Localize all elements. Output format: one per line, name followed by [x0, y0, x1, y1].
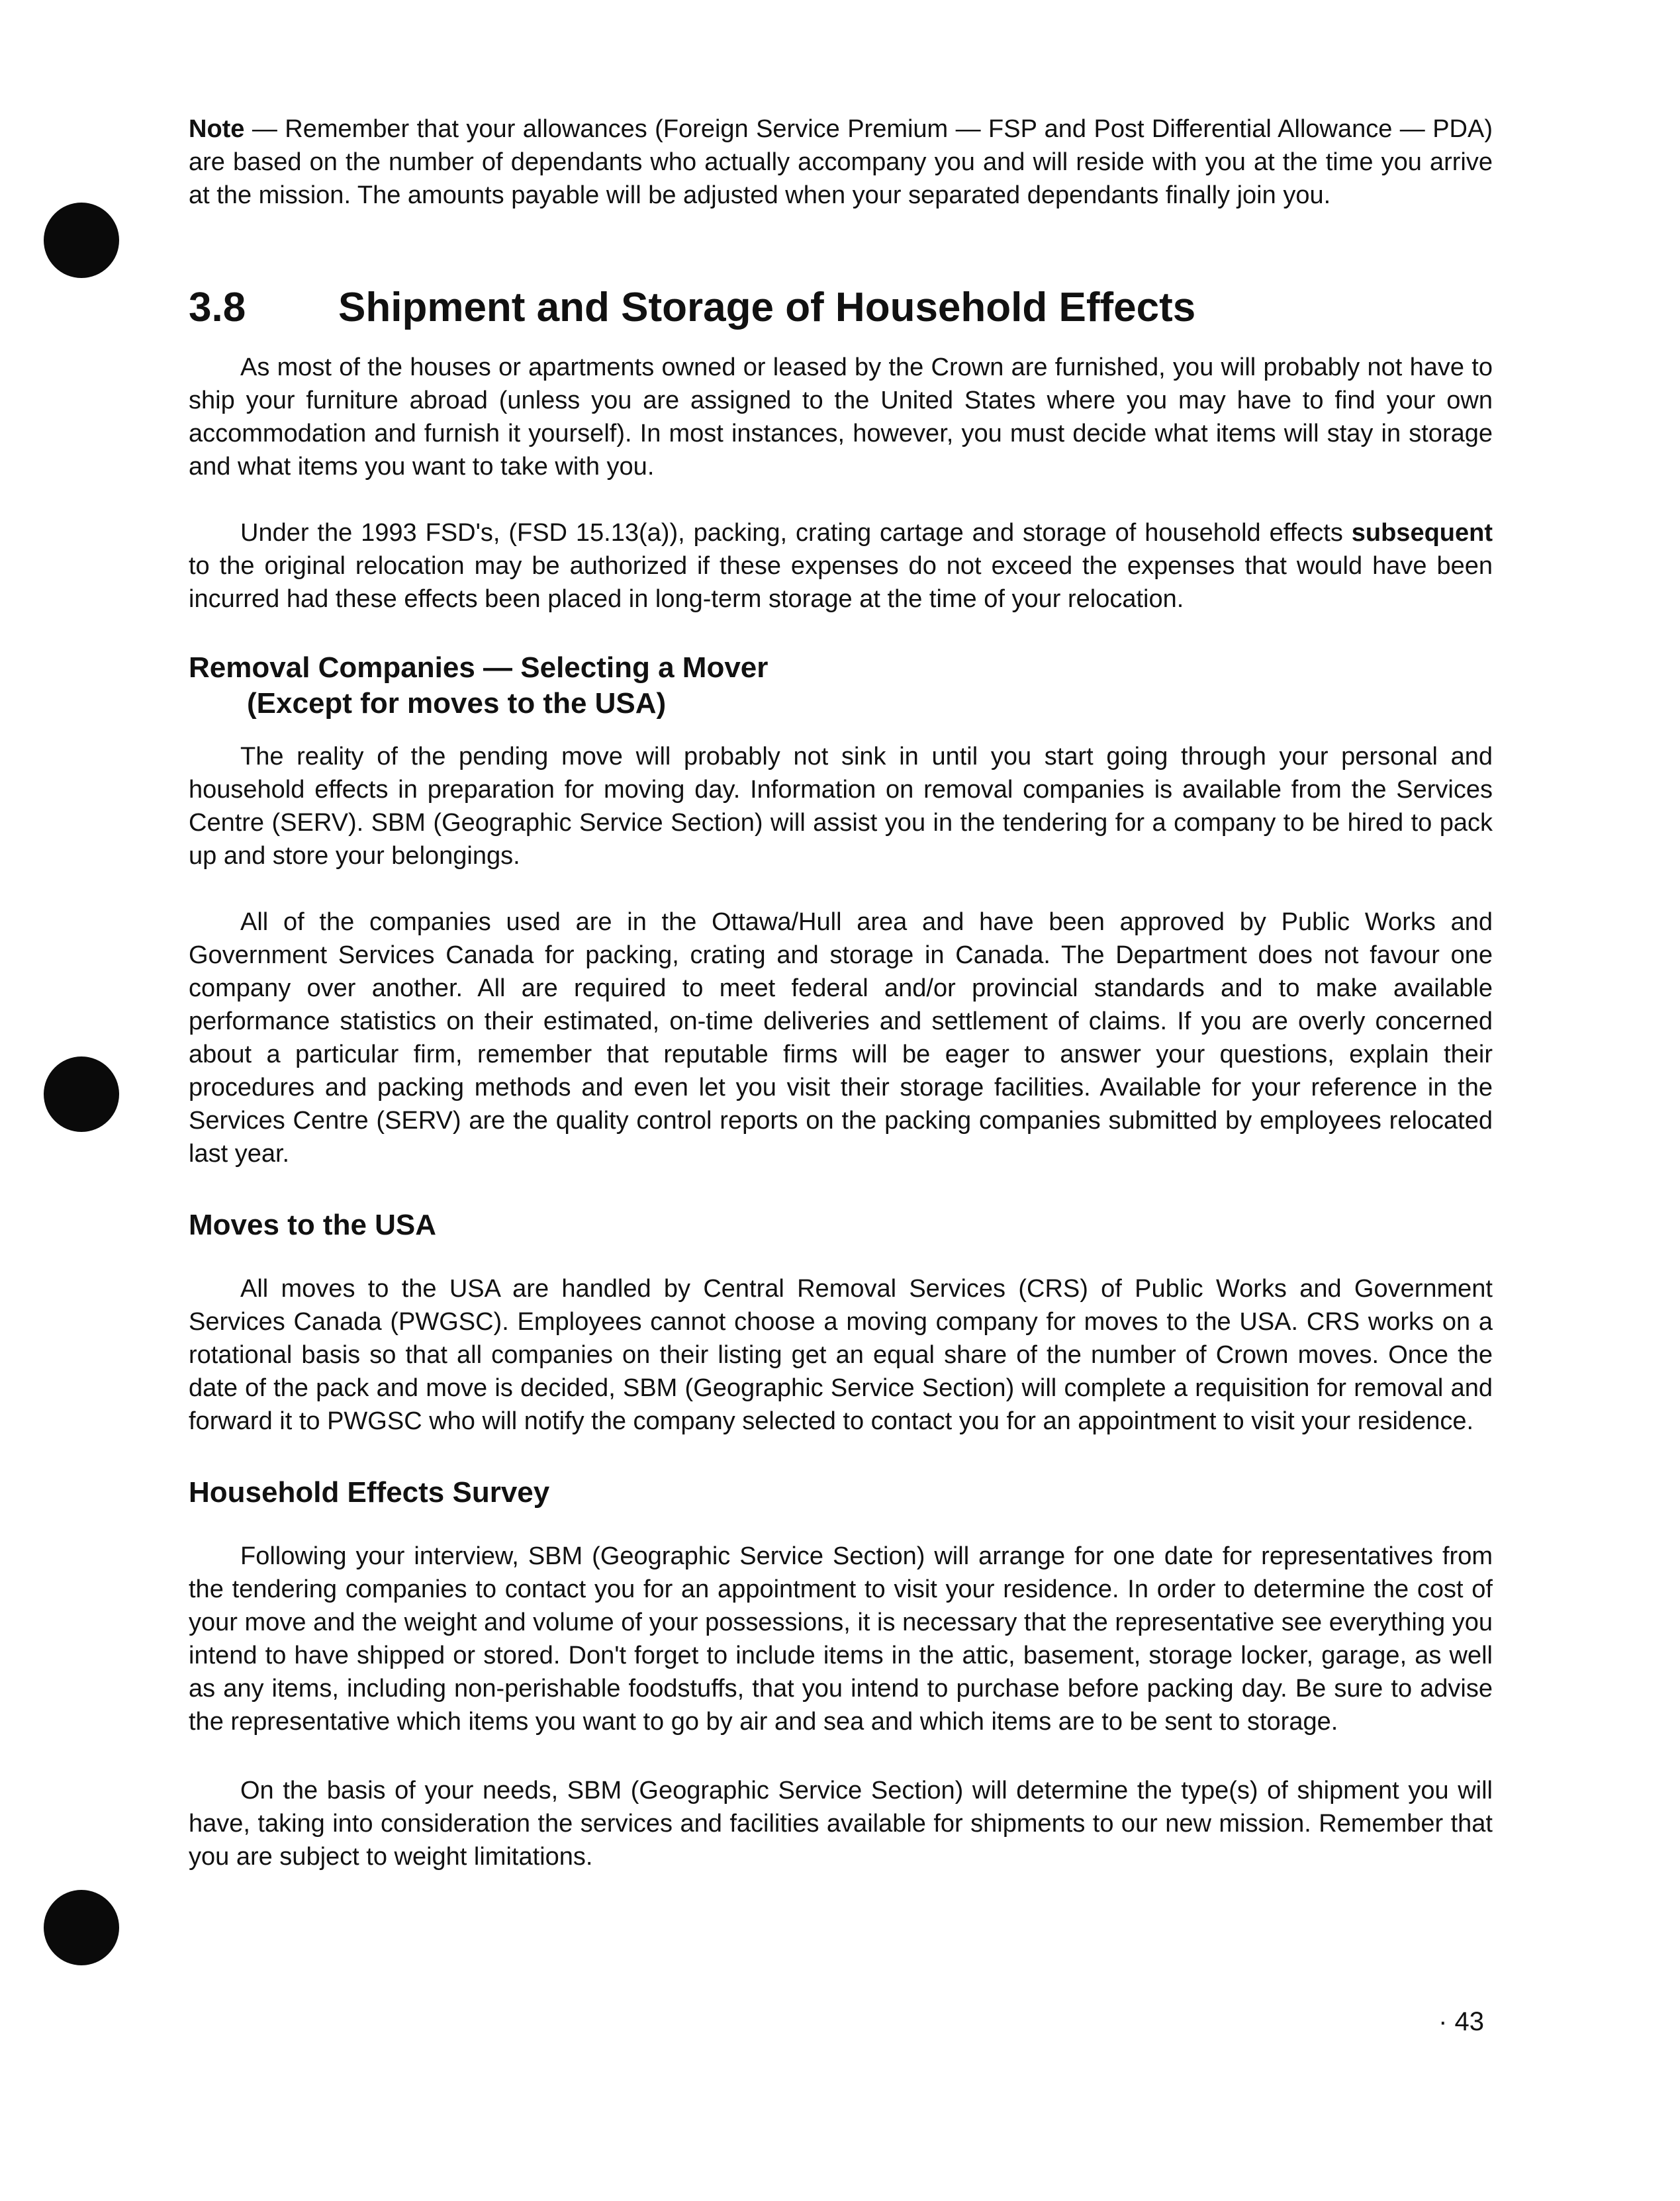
survey-paragraph-2: On the basis of your needs, SBM (Geographic Service Section) will determine the type(s) of shipment you will have, taking into consideration the services and facilities available for shipments to our new mission. Remember that you are subject to weight limitations.: [189, 1777, 1493, 1871]
survey-paragraph-1: Following your interview, SBM (Geographic Service Section) will arrange for one date for representatives from the tendering companies to contact you for an appointment to visit your residence. In order to determine the cost of your move and the weight and volume of your possessions, it is necessary that the representative see everything you intend to have shipped or stored. Don't forget to include items in the attic, basement, storage locker, garage, as well as any items, including non-perishable foodstuffs, that you intend to purchase before packing day. Be sure to advise the representative which items you want to go by air and sea and which items are to be sent to storage.: [189, 1542, 1493, 1736]
section-paragraph-fsd: [189, 516, 1493, 616]
removal-heading: [189, 650, 1493, 722]
removal-paragraph-1: The reality of the pending move will probably not sink in until you start going through your personal and household effects in preparation for moving day. Information on removal companies is available from the Services Centre (SERV). SBM (Geographic Service Section) will assist you in the tendering for a company to be hired to pack up and store your belongings.: [189, 743, 1493, 870]
punch-hole-bottom: [44, 1890, 119, 1965]
section-title: Shipment and Storage of Household Effects: [338, 285, 1196, 330]
section-heading: [189, 281, 1493, 334]
fsd-text-after: to the original relocation may be authorized if these expenses do not exceed the expenses that would have been incurred had these effects been placed in long-term storage at the time of your relocation.: [189, 552, 1493, 613]
punch-hole-top: [44, 203, 119, 278]
punch-hole-middle: [44, 1056, 119, 1132]
survey-heading: Household Effects Survey: [189, 1476, 550, 1509]
section-number: 3.8: [189, 285, 246, 330]
note-text: — Remember that your allowances (Foreign Service Premium — FSP and Post Differential Allowance — PDA) are based on the number of dependants who actually accompany you and will reside with you at the time you arrive at the mission. The amounts payable will be adjusted when your separated dependants finally join you.: [189, 115, 1493, 209]
usa-paragraph: All moves to the USA are handled by Central Removal Services (CRS) of Public Works and Government Services Canada (PWGSC). Employees cannot choose a moving company for moves to the USA. CRS works on a rotational basis so that all companies on their listing get an equal share of the number of Crown moves. Once the date of the pack and move is decided, SBM (Geographic Service Section) will complete a requisition for removal and forward it to PWGSC who will notify the company selected to contact you for an appointment to visit your residence.: [189, 1275, 1493, 1435]
removal-paragraph-2: All of the companies used are in the Ottawa/Hull area and have been approved by Public Works and Government Services Canada for packing, crating and storage in Canada. The Department does not favour one company over another. All are required to meet federal and/or provincial standards and to make available performance statistics on their estimated, on-time deliveries and settlement of claims. If you are overly concerned about a particular firm, remember that reputable firms will be eager to answer your questions, explain their procedures and packing methods and even let you visit their storage facilities. Available for your reference in the Services Centre (SERV) are the quality control reports on the packing companies submitted by employees relocated last year.: [189, 908, 1493, 1168]
section-paragraph-furnished: As most of the houses or apartments owned or leased by the Crown are furnished, you will probably not have to ship your furniture abroad (unless you are assigned to the United States where you may have to find your own accommodation and furnish it yourself). In most instances, however, you must decide what items will stay in storage and what items you want to take with you.: [189, 353, 1493, 481]
note-label: Note: [189, 115, 245, 143]
note-paragraph: [189, 113, 1493, 212]
fsd-text-bold: subsequent: [1351, 519, 1493, 547]
usa-heading: Moves to the USA: [189, 1209, 437, 1241]
removal-heading-line2: (Except for moves to the USA): [247, 687, 667, 720]
page-number: · 43: [1438, 2007, 1484, 2036]
removal-heading-line1: Removal Companies — Selecting a Mover: [189, 651, 769, 684]
page-number-value: 43: [1454, 2007, 1484, 2036]
fsd-text-before: Under the 1993 FSD's, (FSD 15.13(a)), packing, crating cartage and storage of household effects: [240, 519, 1352, 547]
page-content: [189, 113, 1493, 1873]
